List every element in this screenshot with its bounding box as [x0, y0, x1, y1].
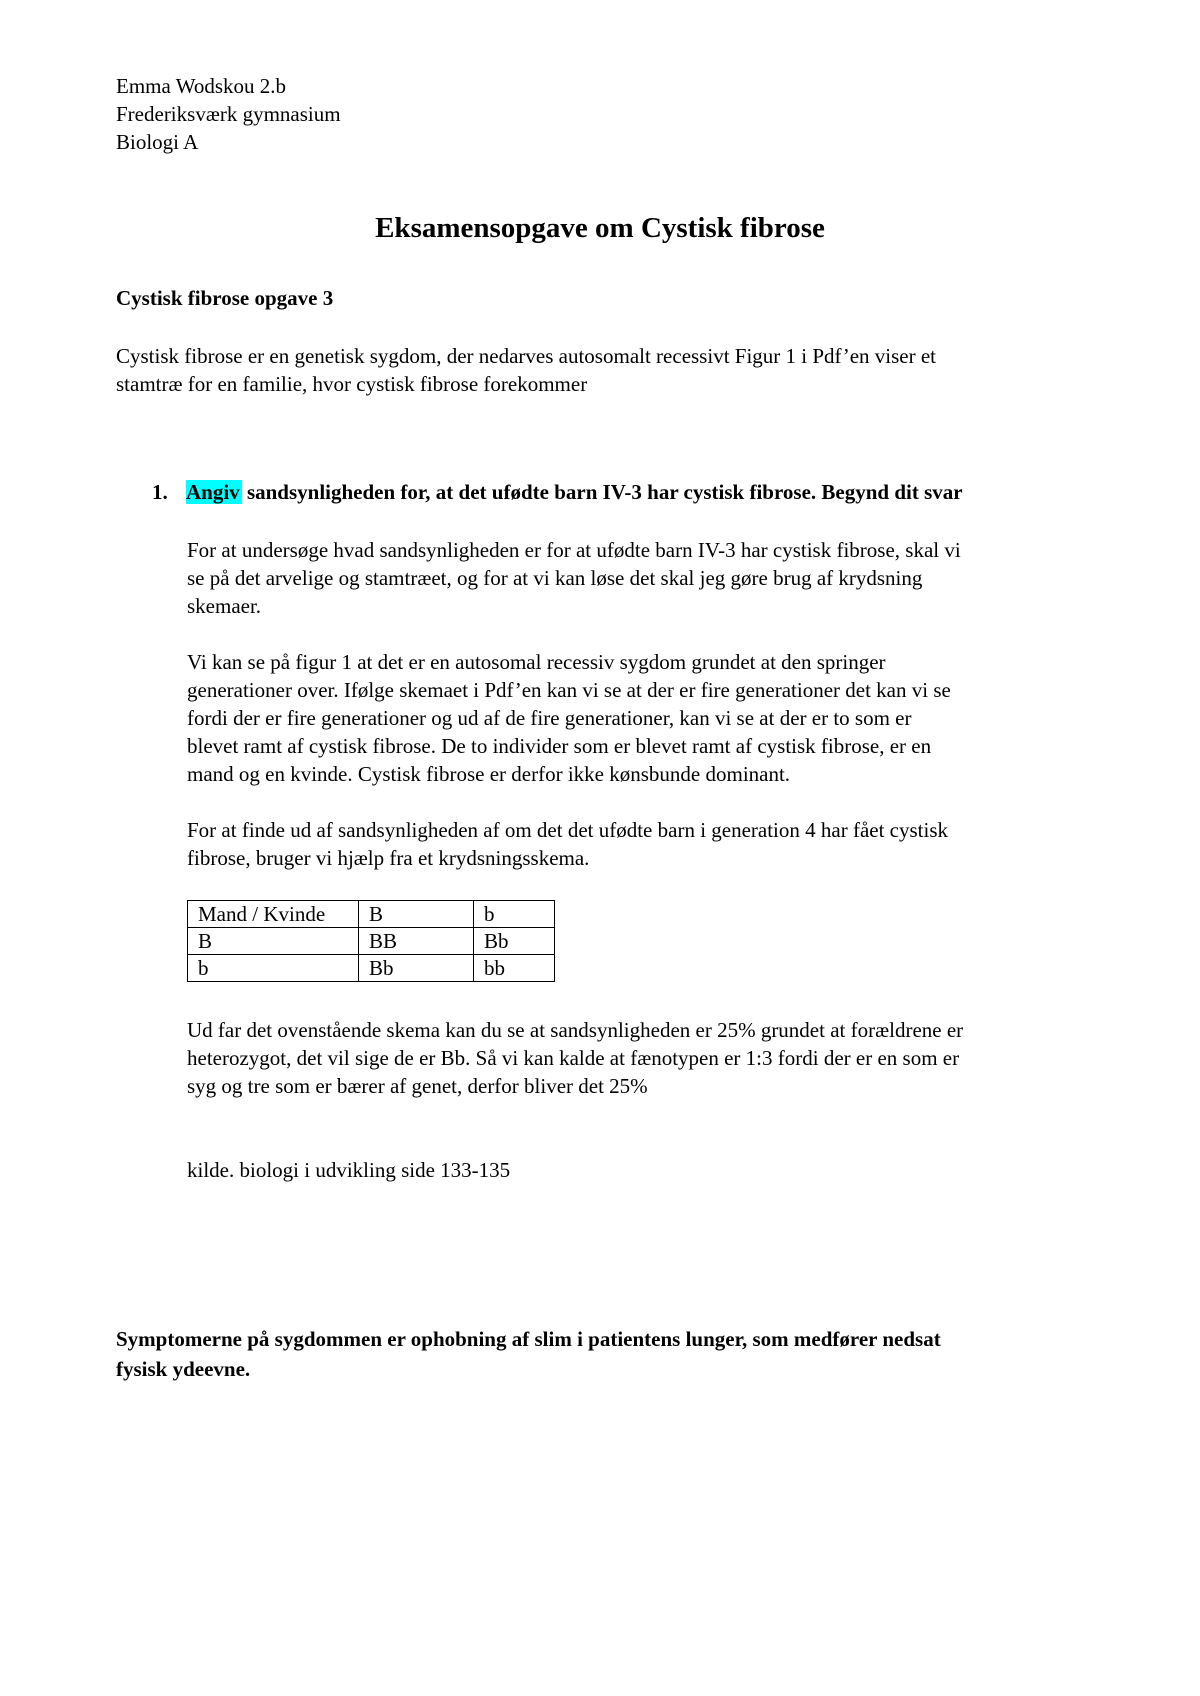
table-cell: b — [188, 955, 359, 982]
intro-paragraph — [116, 342, 1086, 398]
answer-line: syg og tre som er bærer af genet, derfor bliver det 25% — [187, 1074, 648, 1098]
table-cell: B — [188, 928, 359, 955]
answer-line: mand og en kvinde. Cystisk fibrose er derfor ikke kønsbunde dominant. — [187, 762, 791, 786]
answer-paragraph-1 — [187, 536, 1087, 620]
answer-line: Vi kan se på figur 1 at det er en autosomal recessiv sygdom grundet at den springer — [187, 650, 886, 674]
highlighted-word: Angiv — [186, 480, 240, 504]
question-item — [152, 480, 1112, 505]
answer-line: generationer over. Ifølge skemaet i Pdf’en kan vi se at der er fire generationer det kan vi se — [187, 678, 951, 702]
answer-line: blevet ramt af cystisk fibrose. De to individer som er blevet ramt af cystisk fibrose, er en — [187, 734, 932, 758]
document-header — [116, 72, 341, 156]
symptoms-paragraph — [116, 1324, 1106, 1384]
table-cell: BB — [359, 928, 474, 955]
answer-line: fordi der er fire generationer og ud af de fire generationer, kan vi se at der er to som er — [187, 706, 912, 730]
question-text: sandsynligheden for, at det ufødte barn IV-3 har cystisk fibrose. Begynd dit svar — [246, 480, 963, 504]
answer-line: fibrose, bruger vi hjælp fra et krydsningsskema. — [187, 846, 590, 870]
table-row — [188, 955, 555, 982]
symptoms-line: fysisk ydeevne. — [116, 1357, 251, 1381]
table-cell: Mand / Kvinde — [188, 901, 359, 928]
table-cell: Bb — [359, 955, 474, 982]
table-row — [188, 928, 555, 955]
answer-paragraph-4 — [187, 1016, 1087, 1100]
punnett-square-table — [187, 900, 555, 982]
table-row — [188, 901, 555, 928]
table-cell: Bb — [474, 928, 555, 955]
author-line: Emma Wodskou 2.b — [116, 74, 286, 98]
answer-paragraph-2 — [187, 648, 1087, 788]
source-citation: kilde. biologi i udvikling side 133-135 — [187, 1158, 511, 1182]
intro-line: Cystisk fibrose er en genetisk sygdom, der nedarves autosomalt recessivt Figur 1 i Pdf’en viser et — [116, 344, 936, 368]
answer-paragraph-3 — [187, 816, 1087, 872]
answer-line: For at undersøge hvad sandsynligheden er for at ufødte barn IV-3 har cystisk fibrose, skal vi — [187, 538, 961, 562]
subject-line: Biologi A — [116, 130, 199, 154]
answer-line: se på det arvelige og stamtræet, og for at vi kan løse det skal jeg gøre brug af krydsning — [187, 566, 923, 590]
answer-line: Ud far det ovenstående skema kan du se at sandsynligheden er 25% grundet at forældrene er — [187, 1018, 964, 1042]
school-line: Frederiksværk gymnasium — [116, 102, 341, 126]
question-number: 1. — [152, 480, 168, 504]
table-cell: B — [359, 901, 474, 928]
table-cell: bb — [474, 955, 555, 982]
answer-line: For at finde ud af sandsynligheden af om det det ufødte barn i generation 4 har fået cystisk — [187, 818, 949, 842]
intro-line: stamtræ for en familie, hvor cystisk fibrose forekommer — [116, 372, 588, 396]
table-cell: b — [474, 901, 555, 928]
symptoms-line: Symptomerne på sygdommen er ophobning af slim i patientens lunger, som medfører nedsat — [116, 1327, 941, 1351]
document-title: Eksamensopgave om Cystisk fibrose — [375, 212, 825, 244]
answer-line: heterozygot, det vil sige de er Bb. Så vi kan kalde at fænotypen er 1:3 fordi der er en som er — [187, 1046, 960, 1070]
assignment-subheading: Cystisk fibrose opgave 3 — [116, 286, 334, 310]
answer-line: skemaer. — [187, 594, 262, 618]
